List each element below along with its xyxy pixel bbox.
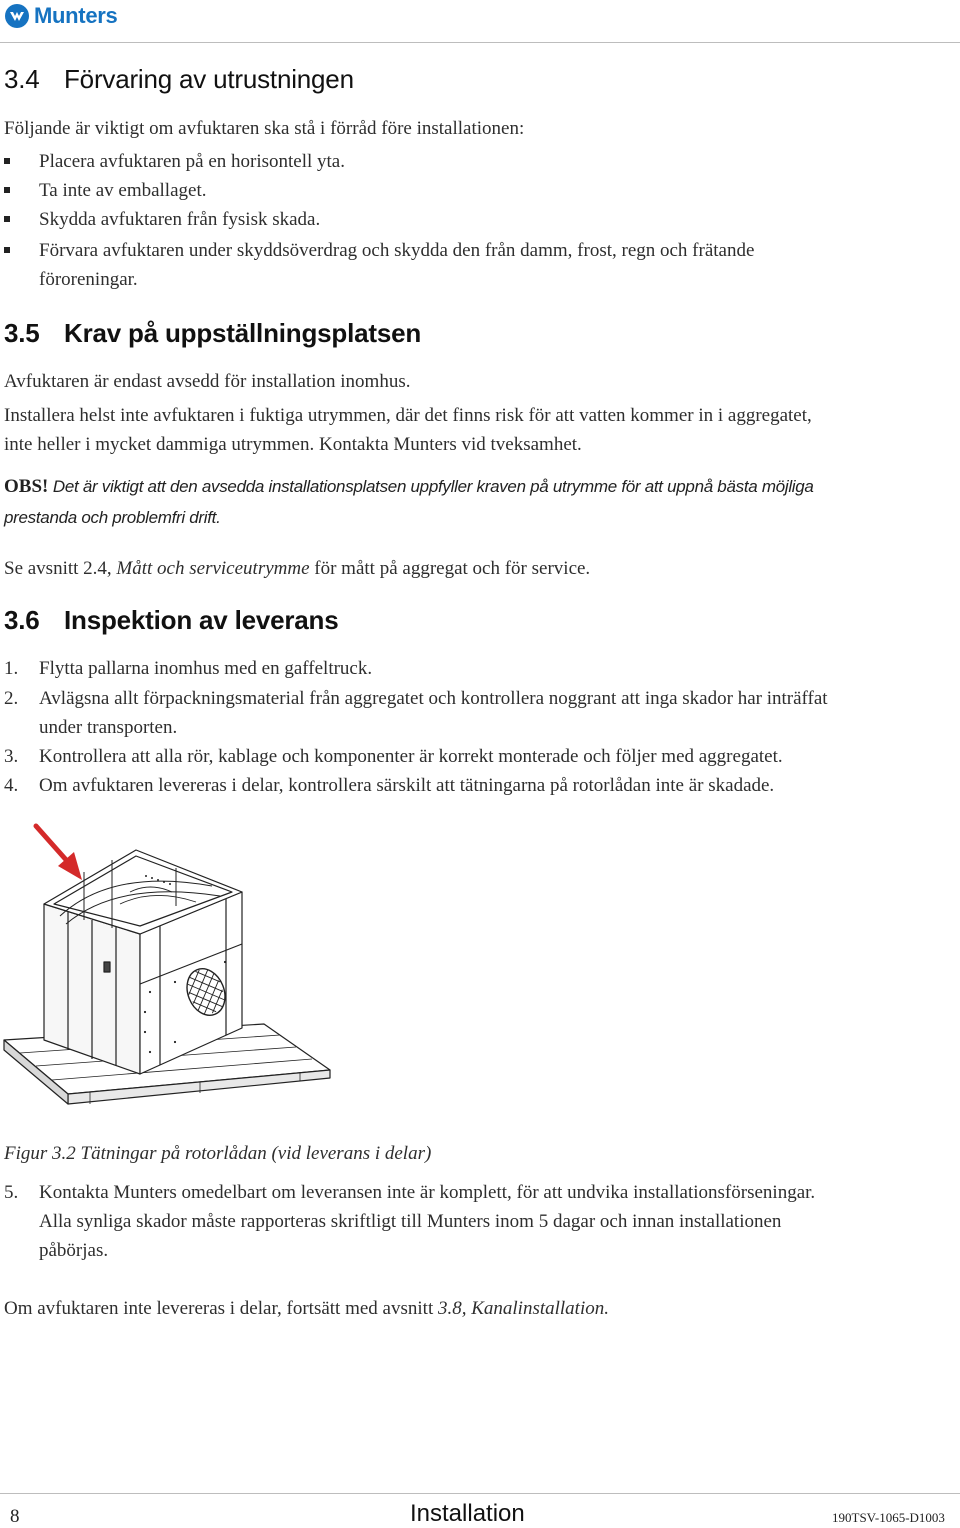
obs-text-line-2: prestanda och problemfri drift. — [4, 508, 221, 527]
header-divider — [0, 42, 960, 43]
red-arrow-indicator — [36, 826, 82, 880]
munters-logo — [4, 2, 117, 30]
bullet-marker — [4, 158, 10, 164]
sec35-para-1: Avfuktaren är endast avsedd för installation inomhus. — [4, 371, 411, 392]
section-heading-3-4: 3.4 Förvaring av utrustningen — [4, 64, 354, 94]
figure-caption: Figur 3.2 Tätningar på rotorlådan (vid leverans i delar) — [4, 1143, 432, 1164]
closing-reference: Om avfuktaren inte levereras i delar, fortsätt med avsnitt 3.8, Kanalinstallation. — [4, 1298, 609, 1319]
sec35-para-2-line-1: Installera helst inte avfuktaren i fuktiga utrymmen, där det finns risk för att vatten kommer in i aggregatet, — [4, 405, 812, 426]
section-link-3-8[interactable]: 3.8, Kanalinstallation. — [437, 1298, 609, 1319]
document-id: 190TSV-1065-D1003 — [832, 1510, 945, 1525]
footer-section-title: Installation — [410, 1500, 525, 1527]
dehumidifier-on-pallet-illustration — [0, 812, 460, 1142]
bullet-marker — [4, 216, 10, 222]
obs-label: OBS! — [4, 476, 49, 497]
section-link-2-4[interactable]: Mått och serviceutrymme — [116, 558, 310, 579]
section-heading-3-5: 3.5 Krav på uppställningsplatsen — [4, 318, 422, 348]
footer-divider — [0, 1493, 960, 1494]
bullet-marker — [4, 247, 10, 253]
section-heading-3-6: 3.6 Inspektion av leverans — [4, 605, 339, 635]
sec34-intro: Följande är viktigt om avfuktaren ska stå i förråd före installationen: — [4, 118, 525, 139]
page-number: 8 — [10, 1506, 20, 1527]
logo-wordmark: Munters — [34, 3, 118, 28]
bullet-marker — [4, 187, 10, 193]
munters-emblem-icon — [4, 3, 30, 29]
obs-text-line-1: Det är viktigt att den avsedda installationsplatsen uppfyller kraven på utrymme för att uppnå bästa möjliga — [52, 477, 814, 496]
sec35-para-2-line-2: inte heller i mycket dammiga utrymmen. Kontakta Munters vid tveksamhet. — [4, 434, 582, 455]
see-section-reference: Se avsnitt 2.4, Mått och serviceutrymme för mått på aggregat och för service. — [4, 558, 591, 579]
obs-note — [4, 472, 814, 501]
obs-note-cont — [4, 503, 221, 532]
